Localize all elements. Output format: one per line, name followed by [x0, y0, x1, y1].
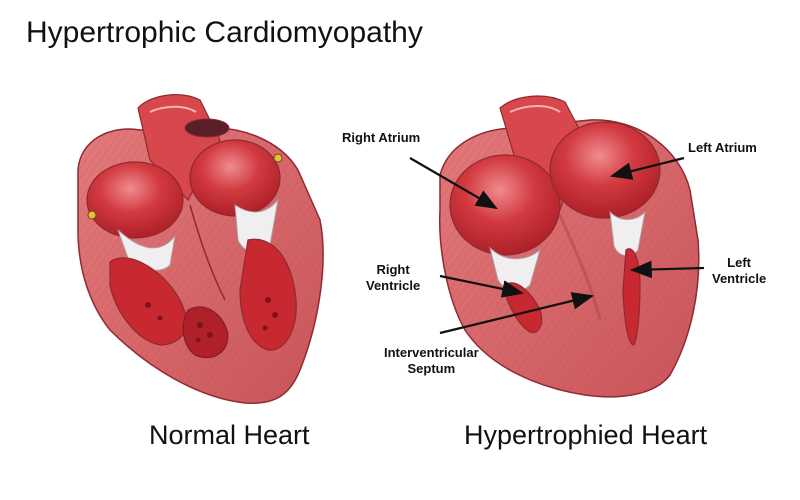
- label-right-ventricle: [366, 262, 420, 294]
- caption-hypertrophied-heart: Hypertrophied Heart: [464, 420, 708, 450]
- label-left-ventricle: [712, 255, 766, 287]
- label-right-ventricle-line1: Right: [376, 262, 410, 277]
- label-right-atrium: Right Atrium: [342, 130, 421, 145]
- label-septum-line1: Interventricular: [384, 345, 479, 360]
- normal-heart: [78, 95, 323, 404]
- label-septum-line2: Septum: [407, 361, 456, 376]
- label-left-atrium: Left Atrium: [688, 140, 757, 155]
- page-title: Hypertrophic Cardiomyopathy: [26, 16, 423, 49]
- hypertrophied-right-atrium: [450, 155, 560, 255]
- caption-normal-heart: Normal Heart: [149, 420, 310, 450]
- label-left-ventricle-line1: Left: [727, 255, 752, 270]
- label-right-ventricle-line2: Ventricle: [366, 278, 421, 293]
- normal-right-atrium: [87, 162, 183, 238]
- label-septum: [384, 345, 479, 377]
- label-left-ventricle-line2: Ventricle: [712, 271, 767, 286]
- hypertrophied-left-atrium: [550, 122, 660, 218]
